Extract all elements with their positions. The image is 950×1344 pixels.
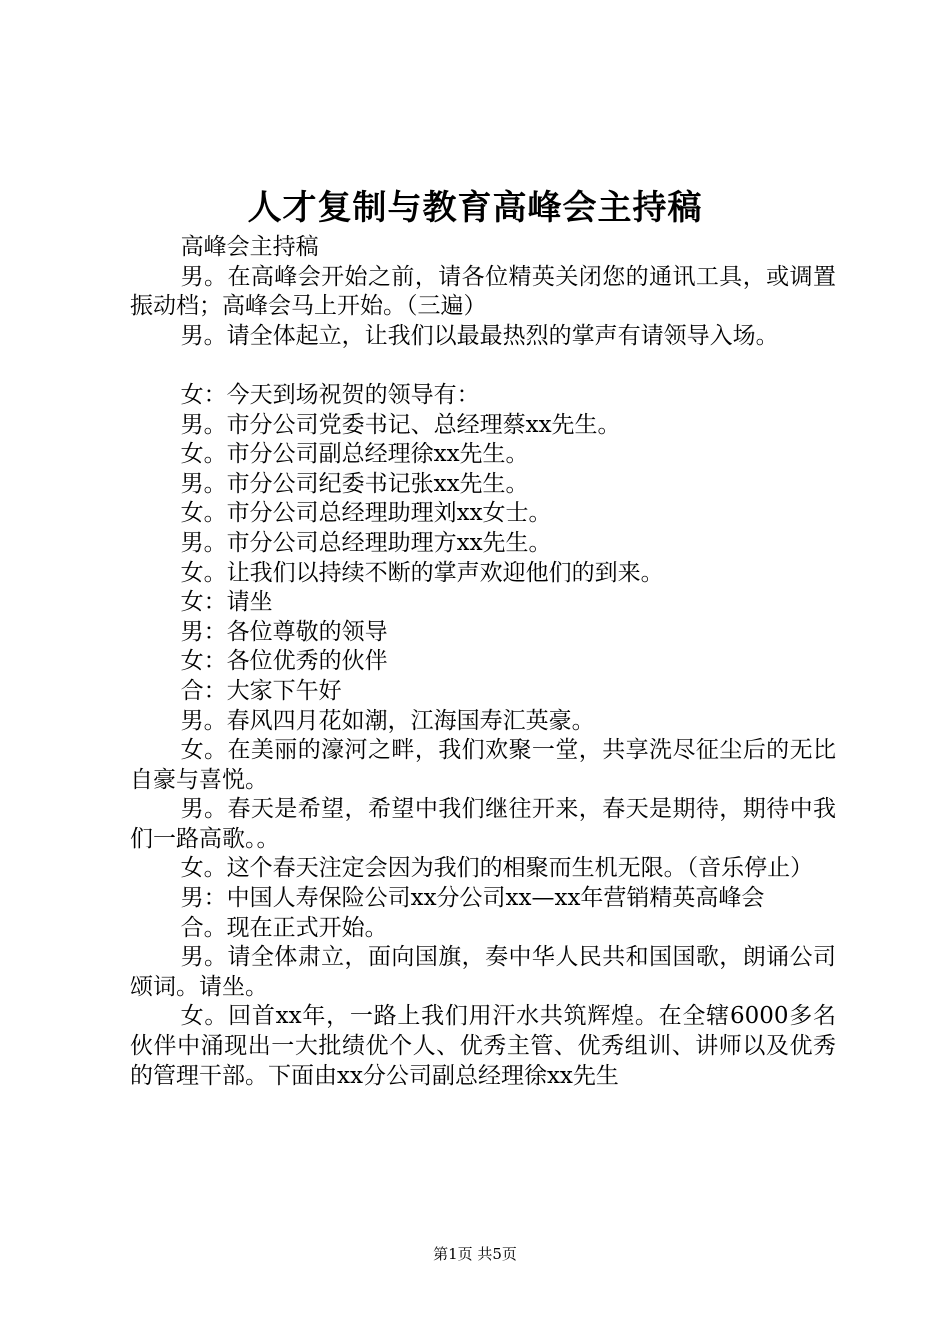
paragraph: 合。现在正式开始。 xyxy=(180,914,388,941)
paragraph: 女。让我们以持续不断的掌声欢迎他们的到来。 xyxy=(180,559,664,586)
paragraph: 女。在美丽的濠河之畔，我们欢聚一堂，共享洗尽征尘后的无比自豪与喜悦。 xyxy=(130,737,836,793)
paragraph: 合：大家下午好 xyxy=(180,677,342,704)
paragraph: 男。春天是希望，希望中我们继往开来，春天是期待，期待中我们一路高歌。。 xyxy=(130,796,836,852)
page-footer: 第1页 共5页 xyxy=(433,1245,517,1263)
paragraph: 女。回首xx年，一路上我们用汗水共筑辉煌。在全辖6000多名伙伴中涌现出一大批绩优个人、优秀主管、优秀组训、讲师以及优秀的管理干部。下面由xx分公司副总经理徐xx先生 xyxy=(130,1003,836,1089)
paragraph: 男。市分公司党委书记、总经理蔡xx先生。 xyxy=(180,411,621,438)
paragraph: 男。请全体起立，让我们以最最热烈的掌声有请领导入场。 xyxy=(180,322,779,349)
document-body xyxy=(130,233,836,1091)
paragraph: 男：各位尊敬的领导 xyxy=(180,618,388,645)
paragraph: 女：各位优秀的伙伴 xyxy=(180,648,388,675)
paragraph: 男。请全体肃立，面向国旗，奏中华人民共和国国歌，朗诵公司颂词。请坐。 xyxy=(130,944,836,1000)
paragraph: 女。这个春天注定会因为我们的相聚而生机无限。（音乐停止） xyxy=(180,855,814,882)
paragraph: 女：请坐 xyxy=(180,589,273,616)
paragraph: 男。市分公司总经理助理方xx先生。 xyxy=(180,529,552,556)
paragraph: 女：今天到场祝贺的领导有： xyxy=(180,381,480,408)
paragraph: 男。在高峰会开始之前，请各位精英关闭您的通讯工具，或调置振动档；高峰会马上开始。（三遍） xyxy=(130,263,836,320)
paragraph: 男。市分公司纪委书记张xx先生。 xyxy=(180,470,529,497)
paragraph: 女。市分公司副总经理徐xx先生。 xyxy=(180,441,529,468)
paragraph: 男：中国人寿保险公司xx分公司xx—xx年营销精英高峰会 xyxy=(180,885,765,912)
paragraph: 男。春风四月花如潮，江海国寿汇英豪。 xyxy=(180,707,595,734)
paragraph: 女。市分公司总经理助理刘xx女士。 xyxy=(180,500,552,527)
paragraph: 高峰会主持稿 xyxy=(180,234,319,260)
document-title: 人才复制与教育高峰会主持稿 xyxy=(247,188,703,228)
blank-line xyxy=(130,351,836,381)
